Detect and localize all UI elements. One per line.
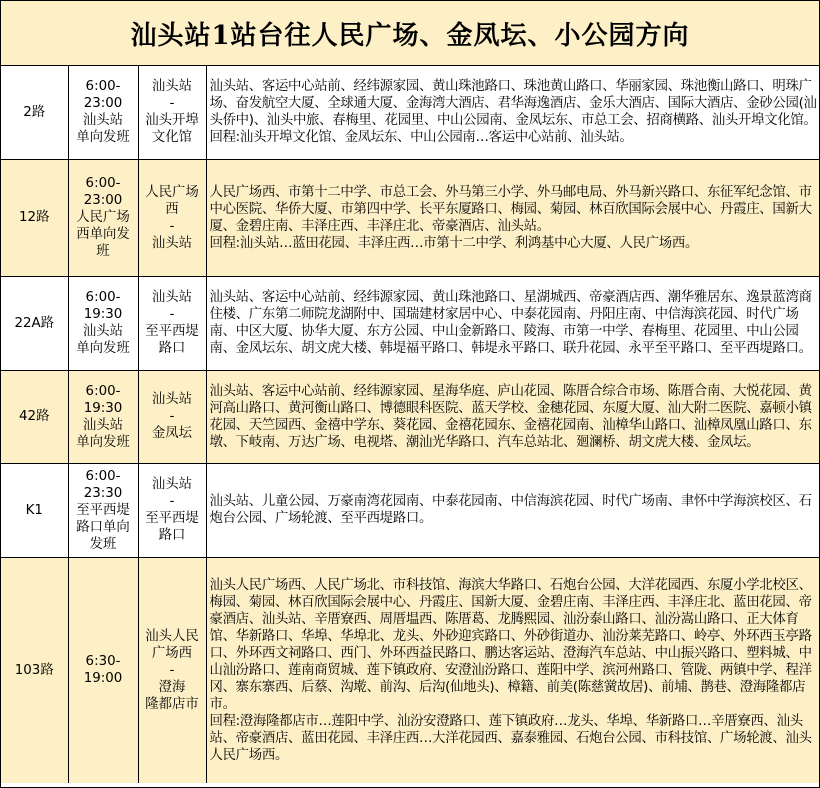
terminal-line: 澄海 <box>158 679 186 695</box>
service-hours-line: 6:00- <box>85 468 121 484</box>
terminal-line: - <box>169 307 175 322</box>
outbound-stops: 汕头站、客运中心站前、经纬源家园、黄山珠池路口、珠池黄山路口、华丽家园、珠池衡山路口、明珠广场、奋发航空大厦、全球通大厦、金海湾大酒店、君华海逸酒店、金乐大酒店、国际大酒店、金砂公园(汕头侨中)、汕头中旅、春梅里、花园里、中山公园南、金凤坛东、市总工会、招商横路、汕头开埠文化馆。 <box>209 79 817 129</box>
terminal-line: 汕头站 <box>151 392 193 407</box>
return-stops: 回程:汕头开埠文化馆、金凤坛东、中山公园南…客运中心站前、汕头站。 <box>209 130 633 146</box>
service-hours-line: 汕头站 <box>82 324 124 339</box>
terminal-line: - <box>169 218 175 234</box>
page-title: 汕头站1站台往人民广场、金凤坛、小公园方向 <box>1 1 819 66</box>
return-stops: 回程:汕头站…蓝田花园、丰泽庄西…市第十二中学、利鸿基中心大厦、人民广场西。 <box>209 235 699 251</box>
terminal-line: - <box>169 96 175 112</box>
terminal-line: 隆都店市 <box>145 696 199 712</box>
service-hours-line: 路口单向 <box>76 519 130 535</box>
route-number: 42路 <box>1 370 68 463</box>
terminal-line: 汕头开埠 <box>145 113 199 129</box>
terminals <box>138 557 206 783</box>
service-hours-line: 6:00- <box>85 383 121 399</box>
stop-list <box>206 557 819 783</box>
outbound-stops: 汕头站、客运中心站前、经纬源家园、星海华庭、庐山花园、陈厝合综合市场、陈厝合南、大悦花园、黄河高山路口、黄河衡山路口、博德眼科医院、蓝天学校、金穗花园、东厦大厦、汕大附二医院、嘉顿小镇花园、天竺园西、金禧中学东、葵花园、金禧花园东、金禧花园南、汕樟华山路口、汕樟凤凰山路口、东墩、下岐南、万达广场、电视塔、潮汕光华路口、汽车总站北、廻澜桥、胡文虎大楼、金凤坛。 <box>209 383 812 450</box>
terminal-line: 汕头站 <box>151 79 193 95</box>
outbound-stops: 汕头站、客运中心站前、经纬源家园、黄山珠池路口、星湖城西、帝豪酒店西、潮华雅居东、逸景蓝湾商住楼、广东第二师院龙湖附中、国瑞建材家居中心、中泰花园南、丹阳庄南、中信海滨花园、时代广场南、中区大厦、协华大厦、东方公园、中山金新路口、陵海、市第一中学、春梅里、花园里、中山公园南、金凤坛东、胡文虎大楼、韩堤福平路口、韩堤永平路口、联升花园、永平至平路口、至平西堤路口。 <box>209 290 812 356</box>
service-hours-line: 单向发班 <box>76 341 130 356</box>
route-row <box>1 463 819 557</box>
terminal-line: 至平西堤 <box>145 511 199 526</box>
service-hours <box>68 370 138 463</box>
service-hours-line: 汕头站 <box>82 417 124 433</box>
service-hours-line: 汕头站 <box>82 113 124 129</box>
service-hours-line: 至平西堤 <box>76 502 130 518</box>
service-hours-line: 班 <box>96 244 110 259</box>
terminal-line: 汕头人民 <box>145 628 199 644</box>
return-stops: 回程:澄海隆都店市…莲阳中学、汕汾安澄路口、莲下镇政府…龙头、华埠、华新路口…辛厝寮西、汕头站、帝豪酒店、蓝田花园、丰泽庄西…大洋花园西、嘉泰雅园、石炮台公园、市科技馆、广场轮渡、汕头人民广场西。 <box>209 713 812 763</box>
terminal-line: 广场西 <box>151 645 193 661</box>
stop-list <box>206 159 819 276</box>
stop-list <box>206 66 819 159</box>
route-number: 2路 <box>1 66 68 159</box>
route-row <box>1 557 819 783</box>
service-hours-line: 6:30- <box>85 654 121 670</box>
service-hours-line: 人民广场 <box>76 210 130 225</box>
terminal-line: 至平西堤 <box>145 324 199 339</box>
service-hours <box>68 276 138 370</box>
stop-list <box>206 276 819 370</box>
terminal-line: 汕头站 <box>151 235 193 251</box>
route-table-body <box>1 66 819 783</box>
terminal-line: 西 <box>165 201 179 217</box>
terminals <box>138 66 206 159</box>
service-hours-line: 23:30 <box>83 485 123 501</box>
terminal-line: 人民广场 <box>145 184 199 200</box>
service-hours-line: 6:00- <box>85 79 121 95</box>
terminals <box>138 370 206 463</box>
service-hours-line: 23:00 <box>83 96 123 112</box>
route-table <box>1 66 819 783</box>
service-hours-line: 23:00 <box>83 193 123 208</box>
terminal-line: 文化馆 <box>151 130 193 146</box>
route-row <box>1 66 819 159</box>
terminal-line: - <box>169 409 175 424</box>
service-hours-line: 单向发班 <box>76 434 130 450</box>
service-hours <box>68 159 138 276</box>
service-hours-line: 19:30 <box>83 307 123 322</box>
service-hours-line: 单向发班 <box>76 130 130 146</box>
route-number: 103路 <box>1 557 68 783</box>
service-hours-line: 19:00 <box>83 671 123 687</box>
route-number: 22A路 <box>1 276 68 370</box>
terminals <box>138 463 206 557</box>
service-hours <box>68 463 138 557</box>
route-row <box>1 276 819 370</box>
service-hours <box>68 557 138 783</box>
outbound-stops: 人民广场西、市第十二中学、市总工会、外马第三小学、外马邮电局、外马新兴路口、东征军纪念馆、市中心医院、华侨大厦、市第四中学、长平东厦路口、梅园、菊园、林百欣国际会展中心、丹霞庄、国新大厦、金碧庄南、丰泽庄西、丰泽庄北、帝豪酒店、汕头站。 <box>209 184 812 234</box>
outbound-stops: 汕头站、儿童公园、万豪南湾花园南、中泰花园南、中信海滨花园、时代广场南、聿怀中学海滨校区、石炮台公园、广场轮渡、至平西堤路口。 <box>209 494 812 526</box>
terminal-line: 汕头站 <box>151 477 193 492</box>
service-hours <box>68 66 138 159</box>
route-row <box>1 159 819 276</box>
outbound-stops: 汕头人民广场西、人民广场北、市科技馆、海滨大华路口、石炮台公园、大洋花园西、东厦小学北校区、梅园、菊园、林百欣国际会展中心、丹霞庄、国新大厦、金碧庄南、丰泽庄西、丰泽庄北、蓝田花园、帝豪酒店、汕头站、辛厝寮西、周厝塭西、陈厝葛、龙腾熙园、汕汾泰山路口、汕汾嵩山路口、正大体育馆、华新路口、华埠、华埠北、龙头、外砂迎宾路口、外砂街道办、汕汾莱芜路口、岭亭、外环西玉亭路口、外环西文祠路口、西门、外环西益民路口、鹏达客运站、澄海汽车总站、中山振兴路口、塑料城、中山汕汾路口、莲南商贸城、莲下镇政府、安澄汕汾路口、莲阳中学、滨河州路口、管陇、两镇中学、程洋冈、寨东寨西、后蔡、沟墘、前沟、后沟(仙地头)、樟籍、前美(陈慈黉故居)、前埔、鹊巷、澄海隆都店市。 <box>209 577 812 712</box>
stop-list <box>206 463 819 557</box>
terminal-line: 金凤坛 <box>151 426 193 441</box>
service-hours-line: 西单向发 <box>76 227 130 242</box>
service-hours-line: 6:00- <box>85 290 121 305</box>
service-hours-line: 发班 <box>89 536 117 552</box>
terminal-line: 路口 <box>158 528 186 543</box>
route-number: 12路 <box>1 159 68 276</box>
route-number: K1 <box>1 463 68 557</box>
terminal-line: 路口 <box>158 341 186 356</box>
service-hours-line: 19:30 <box>83 400 123 416</box>
terminal-line: - <box>169 494 175 509</box>
service-hours-line: 6:00- <box>85 176 121 191</box>
route-row <box>1 370 819 463</box>
terminals <box>138 276 206 370</box>
terminals <box>138 159 206 276</box>
stop-list <box>206 370 819 463</box>
terminal-line: - <box>169 662 175 678</box>
terminal-line: 汕头站 <box>151 290 193 305</box>
